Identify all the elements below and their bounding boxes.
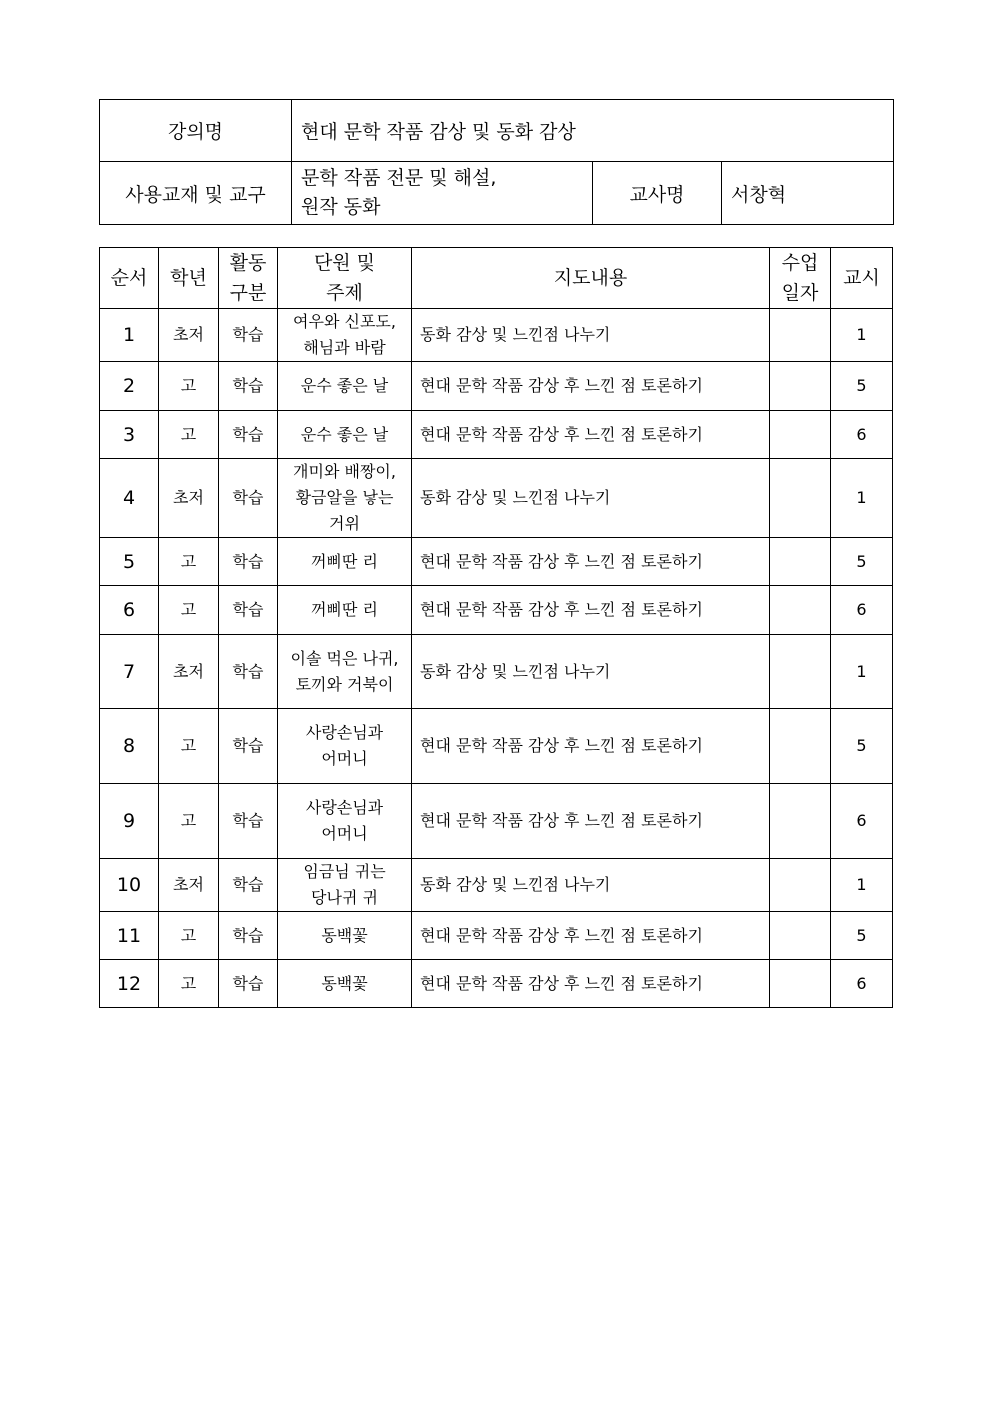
table-row xyxy=(100,859,893,912)
row-content: 현대 문학 작품 감상 후 느낀 점 토론하기 xyxy=(412,709,770,784)
row-grade: 고 xyxy=(159,538,219,586)
row-period: 1 xyxy=(831,459,893,538)
row-order: 10 xyxy=(100,859,159,912)
table-row xyxy=(100,459,893,538)
row-activity: 학습 xyxy=(219,411,278,459)
row-grade: 고 xyxy=(159,586,219,635)
table-row xyxy=(100,586,893,635)
row-date xyxy=(770,784,831,859)
row-topic: 동백꽃 xyxy=(278,912,412,960)
materials-value: 문학 작품 전문 및 해설, 원작 동화 xyxy=(292,162,593,225)
row-date xyxy=(770,912,831,960)
row-period: 1 xyxy=(831,635,893,709)
row-date xyxy=(770,459,831,538)
lesson-plan-table xyxy=(99,247,893,1008)
teacher-label: 교사명 xyxy=(593,162,722,225)
row-date xyxy=(770,362,831,411)
row-date xyxy=(770,709,831,784)
row-activity: 학습 xyxy=(219,586,278,635)
row-order: 5 xyxy=(100,538,159,586)
row-activity: 학습 xyxy=(219,309,278,362)
row-order: 2 xyxy=(100,362,159,411)
row-order: 4 xyxy=(100,459,159,538)
row-order: 11 xyxy=(100,912,159,960)
row-grade: 고 xyxy=(159,411,219,459)
row-date xyxy=(770,411,831,459)
row-activity: 학습 xyxy=(219,459,278,538)
row-period: 5 xyxy=(831,709,893,784)
row-period: 6 xyxy=(831,784,893,859)
row-content: 현대 문학 작품 감상 후 느낀 점 토론하기 xyxy=(412,784,770,859)
header-period: 교시 xyxy=(831,248,893,309)
row-period: 5 xyxy=(831,362,893,411)
row-content: 현대 문학 작품 감상 후 느낀 점 토론하기 xyxy=(412,586,770,635)
row-period: 6 xyxy=(831,586,893,635)
row-topic: 사랑손님과 어머니 xyxy=(278,784,412,859)
row-topic: 사랑손님과 어머니 xyxy=(278,709,412,784)
row-period: 6 xyxy=(831,960,893,1008)
row-content: 동화 감상 및 느낀점 나누기 xyxy=(412,859,770,912)
row-grade: 고 xyxy=(159,784,219,859)
row-topic: 운수 좋은 날 xyxy=(278,362,412,411)
row-topic: 이솔 먹은 나귀, 토끼와 거북이 xyxy=(278,635,412,709)
row-date xyxy=(770,309,831,362)
row-activity: 학습 xyxy=(219,538,278,586)
row-activity: 학습 xyxy=(219,859,278,912)
row-topic: 꺼삐딴 리 xyxy=(278,586,412,635)
row-activity: 학습 xyxy=(219,960,278,1008)
row-order: 3 xyxy=(100,411,159,459)
materials-label: 사용교재 및 교구 xyxy=(100,162,292,225)
table-row xyxy=(100,411,893,459)
row-grade: 초저 xyxy=(159,859,219,912)
row-order: 8 xyxy=(100,709,159,784)
row-date xyxy=(770,538,831,586)
row-order: 7 xyxy=(100,635,159,709)
header-date: 수업 일자 xyxy=(770,248,831,309)
row-grade: 고 xyxy=(159,709,219,784)
row-topic: 여우와 신포도, 해님과 바람 xyxy=(278,309,412,362)
row-content: 현대 문학 작품 감상 후 느낀 점 토론하기 xyxy=(412,912,770,960)
row-content: 현대 문학 작품 감상 후 느낀 점 토론하기 xyxy=(412,411,770,459)
row-content: 현대 문학 작품 감상 후 느낀 점 토론하기 xyxy=(412,538,770,586)
row-activity: 학습 xyxy=(219,362,278,411)
table-row xyxy=(100,538,893,586)
table-row xyxy=(100,960,893,1008)
row-content: 동화 감상 및 느낀점 나누기 xyxy=(412,309,770,362)
table-row xyxy=(100,635,893,709)
row-content: 현대 문학 작품 감상 후 느낀 점 토론하기 xyxy=(412,362,770,411)
table-row xyxy=(100,309,893,362)
row-date xyxy=(770,586,831,635)
row-date xyxy=(770,635,831,709)
header-grade: 학년 xyxy=(159,248,219,309)
row-period: 1 xyxy=(831,309,893,362)
row-date xyxy=(770,960,831,1008)
header-topic: 단원 및 주제 xyxy=(278,248,412,309)
row-topic: 개미와 배짱이, 황금알을 낳는 거위 xyxy=(278,459,412,538)
row-topic: 동백꽃 xyxy=(278,960,412,1008)
header-content: 지도내용 xyxy=(412,248,770,309)
row-period: 6 xyxy=(831,411,893,459)
row-topic: 운수 좋은 날 xyxy=(278,411,412,459)
row-content: 현대 문학 작품 감상 후 느낀 점 토론하기 xyxy=(412,960,770,1008)
row-activity: 학습 xyxy=(219,912,278,960)
lecture-name-label: 강의명 xyxy=(100,100,292,162)
row-date xyxy=(770,859,831,912)
row-content: 동화 감상 및 느낀점 나누기 xyxy=(412,635,770,709)
row-order: 9 xyxy=(100,784,159,859)
header-order: 순서 xyxy=(100,248,159,309)
table-row xyxy=(100,709,893,784)
row-period: 1 xyxy=(831,859,893,912)
row-period: 5 xyxy=(831,538,893,586)
row-grade: 초저 xyxy=(159,635,219,709)
lecture-info-table xyxy=(99,99,894,225)
row-order: 6 xyxy=(100,586,159,635)
lesson-rows xyxy=(100,309,893,1008)
lecture-name-value: 현대 문학 작품 감상 및 동화 감상 xyxy=(292,100,894,162)
table-row xyxy=(100,784,893,859)
table-row xyxy=(100,362,893,411)
header-activity: 활동 구분 xyxy=(219,248,278,309)
row-content: 동화 감상 및 느낀점 나누기 xyxy=(412,459,770,538)
row-period: 5 xyxy=(831,912,893,960)
teacher-value: 서창혁 xyxy=(722,162,894,225)
row-order: 1 xyxy=(100,309,159,362)
row-activity: 학습 xyxy=(219,709,278,784)
row-grade: 고 xyxy=(159,960,219,1008)
row-grade: 초저 xyxy=(159,459,219,538)
row-activity: 학습 xyxy=(219,784,278,859)
row-topic: 임금님 귀는 당나귀 귀 xyxy=(278,859,412,912)
row-grade: 초저 xyxy=(159,309,219,362)
row-grade: 고 xyxy=(159,912,219,960)
row-order: 12 xyxy=(100,960,159,1008)
row-grade: 고 xyxy=(159,362,219,411)
row-topic: 꺼삐딴 리 xyxy=(278,538,412,586)
row-activity: 학습 xyxy=(219,635,278,709)
table-row xyxy=(100,912,893,960)
header-row xyxy=(100,248,893,309)
